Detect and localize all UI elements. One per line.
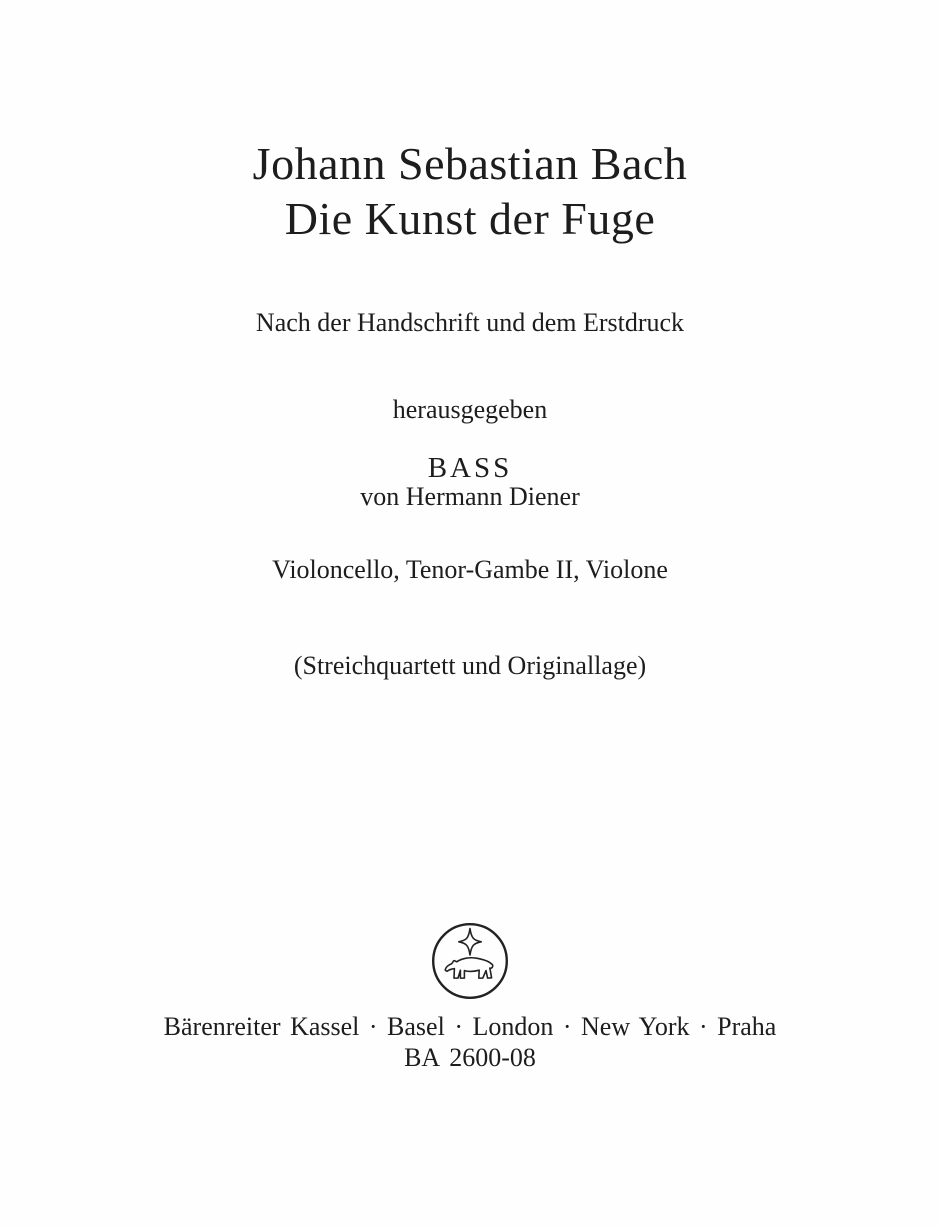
edition-note-line-1: Nach der Handschrift und dem Erstdruck (255, 308, 685, 337)
logo-star-icon (459, 929, 481, 955)
work-title: Die Kunst der Fuge (284, 193, 656, 244)
instrumentation-block (0, 490, 940, 746)
baerenreiter-bear-star-logo-icon (430, 921, 510, 1001)
logo-bear-icon (445, 958, 493, 978)
scoring-note-line: (Streichquartett und Originallage) (293, 651, 647, 680)
edition-note-line-3: von Hermann Diener (360, 482, 580, 511)
catalog-number: BA 2600-08 (404, 1043, 536, 1072)
part-name: BASS (427, 452, 513, 484)
instrumentation-line: Violoncello, Tenor-Gambe II, Violone (272, 555, 668, 584)
logo-circle (433, 924, 507, 998)
publisher-logo (430, 921, 510, 1001)
edition-note-line-2: herausgegeben (392, 395, 548, 424)
composer-name: Johann Sebastian Bach (252, 138, 688, 189)
publisher-cities-line: Bärenreiter Kassel · Basel · London · New York · Praha (163, 1012, 777, 1041)
